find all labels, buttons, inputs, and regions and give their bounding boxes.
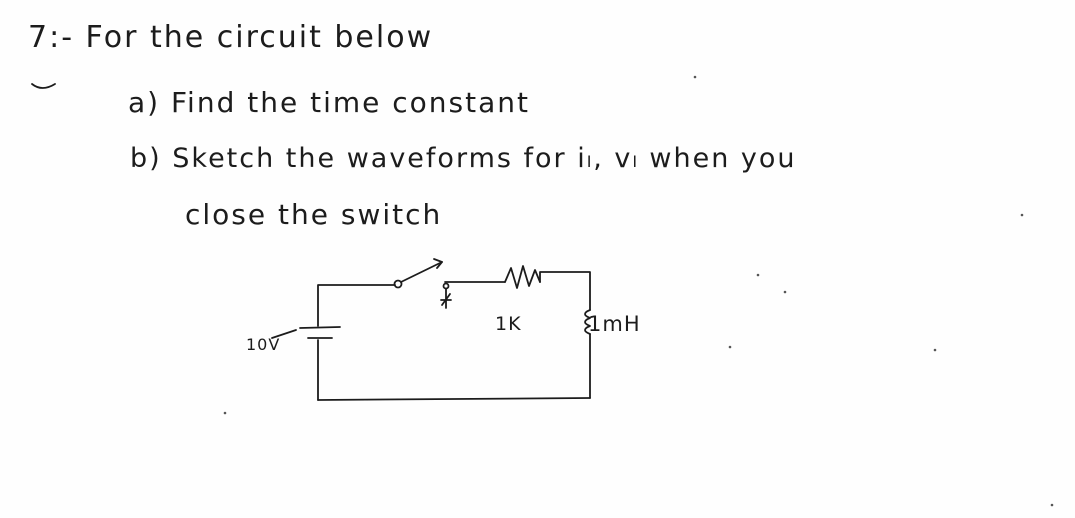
problem-heading: 7:- For the circuit below: [28, 20, 434, 55]
speck: [1021, 214, 1024, 217]
switch-pivot-mark: [441, 289, 451, 308]
switch-contact-2: [444, 284, 449, 289]
speck: [934, 349, 937, 352]
speck: [757, 274, 760, 277]
inductor-value-label: 1mH: [588, 312, 641, 336]
speck: [694, 76, 697, 79]
speck: [1051, 504, 1054, 507]
number-underline-mark: [32, 84, 55, 88]
wire-top-left: [318, 285, 395, 326]
wire-top-right: [540, 272, 590, 310]
source-voltage-label: 10V: [246, 335, 281, 354]
part-b-text: b) Sketch the waveforms for iₗ, vₗ when you: [130, 143, 797, 174]
speck: [784, 291, 787, 294]
part-a-text: a) Find the time constant: [128, 86, 530, 119]
switch-blade: [401, 262, 442, 282]
speck: [224, 412, 227, 415]
speck: [729, 346, 732, 349]
resistor-symbol: [505, 266, 540, 288]
wire-bottom: [318, 398, 590, 400]
battery-long-plate: [300, 327, 340, 328]
resistor-value-label: 1K: [495, 313, 522, 335]
part-b-continuation: close the switch: [185, 198, 443, 231]
